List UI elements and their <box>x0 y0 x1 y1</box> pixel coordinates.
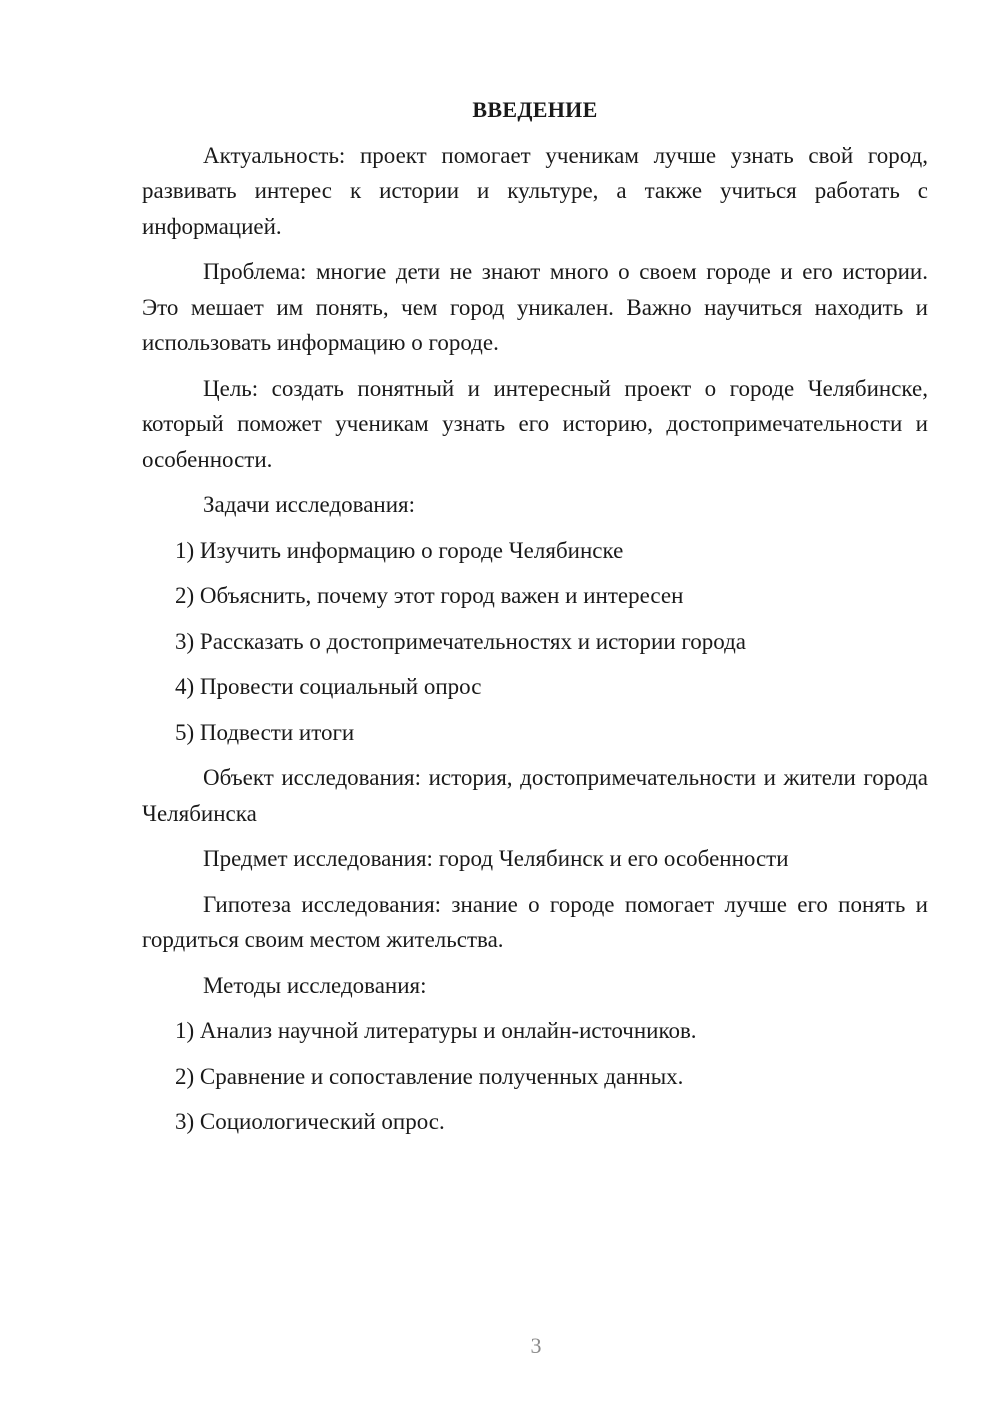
task-item: 4) Провести социальный опрос <box>175 674 482 699</box>
task-item: 3) Рассказать о достопримечательностях и истории города <box>175 628 747 654</box>
method-item: 1) Анализ научной литературы и онлайн-источников. <box>175 1018 697 1043</box>
tasks-list <box>142 533 928 751</box>
relevance-paragraph: Актуальность: проект помогает ученикам лучше узнать свой город, развивать интерес к истории и культуре, а также учиться работать с информацией. <box>142 142 928 239</box>
method-item: 2) Сравнение и сопоставление полученных данных. <box>175 1063 684 1089</box>
tasks-heading: Задачи исследования: <box>203 492 416 517</box>
page-number: 3 <box>530 1333 542 1358</box>
subject-paragraph: Предмет исследования: город Челябинск и его особенности <box>203 846 789 871</box>
goal-paragraph: Цель: создать понятный и интересный проект о городе Челябинске, который поможет ученикам узнать его историю, достопримечательности и особенности. <box>142 375 928 472</box>
task-item: 1) Изучить информацию о городе Челябинске <box>175 537 624 563</box>
methods-heading: Методы исследования: <box>203 972 427 998</box>
section-title: ВВЕДЕНИЕ <box>472 97 598 122</box>
method-item: 3) Социологический опрос. <box>175 1109 445 1134</box>
task-item: 5) Подвести итоги <box>175 719 355 745</box>
problem-paragraph: Проблема: многие дети не знают много о своем городе и его истории. Это мешает им понять, чем город уникален. Важно научиться находить и использовать информацию о городе. <box>142 259 928 355</box>
object-paragraph: Объект исследования: история, достопримечательности и жители города Челябинска <box>142 765 928 826</box>
document-page <box>142 92 928 1150</box>
hypothesis-paragraph: Гипотеза исследования: знание о городе помогает лучше его понять и гордиться своим местом жительства. <box>142 891 928 952</box>
task-item: 2) Объяснить, почему этот город важен и интересен <box>175 583 684 608</box>
methods-list <box>142 1013 928 1140</box>
